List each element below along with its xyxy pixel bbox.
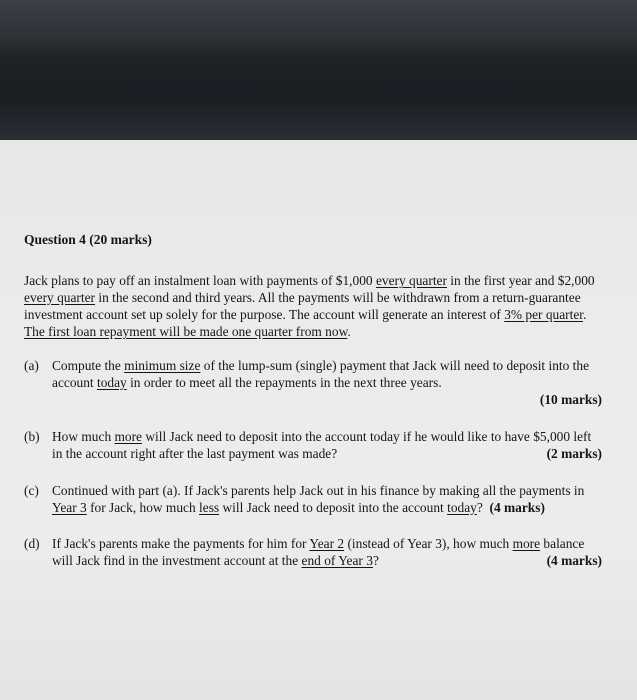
part-underlined: more bbox=[512, 536, 541, 551]
part-text: How much bbox=[52, 429, 115, 444]
part-marks: (4 marks) bbox=[489, 499, 545, 515]
part-marks: (10 marks) bbox=[539, 392, 602, 407]
intro-text: . bbox=[583, 307, 587, 322]
intro-underlined: every quarter bbox=[24, 290, 96, 305]
intro-underlined: 3% per quarter bbox=[504, 307, 584, 322]
part-text: in order to meet all the repayments in the next three years. bbox=[126, 374, 442, 390]
part-marks: (2 marks) bbox=[546, 445, 602, 461]
part-text: of the lump-sum (single) payment that Jack will need to deposit into the account bbox=[52, 358, 590, 390]
part-c bbox=[24, 483, 602, 516]
part-text: balance will Jack find in the investment account at the bbox=[52, 536, 585, 568]
intro-text: in the first year and $2,000 bbox=[446, 273, 595, 288]
part-underlined: Year 3 bbox=[52, 499, 87, 515]
part-text: ? bbox=[476, 499, 483, 515]
part-text: for Jack, how much bbox=[86, 499, 200, 515]
part-text: If Jack's parents make the payments for him for bbox=[52, 536, 310, 551]
part-b bbox=[24, 429, 602, 462]
question-intro bbox=[24, 272, 602, 340]
part-text: will Jack need to deposit into the account today if he would like to have $5,000 left in the account right after the last payment was made? bbox=[52, 429, 592, 461]
part-text: will Jack need to deposit into the account bbox=[219, 499, 448, 515]
part-body bbox=[52, 358, 602, 391]
part-d bbox=[24, 536, 602, 569]
intro-text: Jack plans to pay off an instalment loan with payments of $1,000 bbox=[24, 273, 376, 288]
part-label: (d) bbox=[24, 536, 40, 551]
part-label: (c) bbox=[24, 483, 39, 498]
part-body bbox=[52, 429, 602, 462]
part-underlined: more bbox=[114, 429, 142, 444]
part-marks: (4 marks) bbox=[546, 552, 602, 568]
part-underlined: end of Year 3 bbox=[301, 552, 373, 568]
part-text: Compute the bbox=[52, 358, 125, 373]
part-text: (instead of Year 3), how much bbox=[344, 536, 513, 551]
part-underlined: less bbox=[199, 499, 220, 515]
part-underlined: today bbox=[96, 374, 127, 390]
intro-text: . bbox=[347, 324, 351, 339]
part-text: Continued with part (a). If Jack's parents help Jack out in his finance by making all the payments in bbox=[52, 483, 585, 498]
exam-page bbox=[0, 140, 637, 700]
part-underlined: Year 2 bbox=[309, 536, 345, 551]
part-label: (b) bbox=[24, 429, 40, 444]
part-label: (a) bbox=[24, 358, 39, 373]
dark-background-band bbox=[0, 0, 637, 140]
intro-underlined: every quarter bbox=[375, 273, 447, 288]
question-title: Question 4 (20 marks) bbox=[24, 232, 152, 247]
part-text: ? bbox=[372, 552, 379, 568]
part-a bbox=[24, 358, 602, 409]
part-underlined: minimum size bbox=[124, 358, 201, 373]
part-body bbox=[52, 483, 602, 516]
part-body bbox=[52, 536, 602, 569]
marks-row bbox=[24, 392, 602, 409]
intro-underlined: The first loan repayment will be made one quarter from now bbox=[24, 324, 348, 339]
part-underlined: today bbox=[447, 499, 477, 515]
intro-text: in the second and third years. All the payments will be withdrawn from a return-guarantee investment account set up solely for the purpose. The account will generate an interest of bbox=[24, 290, 581, 322]
